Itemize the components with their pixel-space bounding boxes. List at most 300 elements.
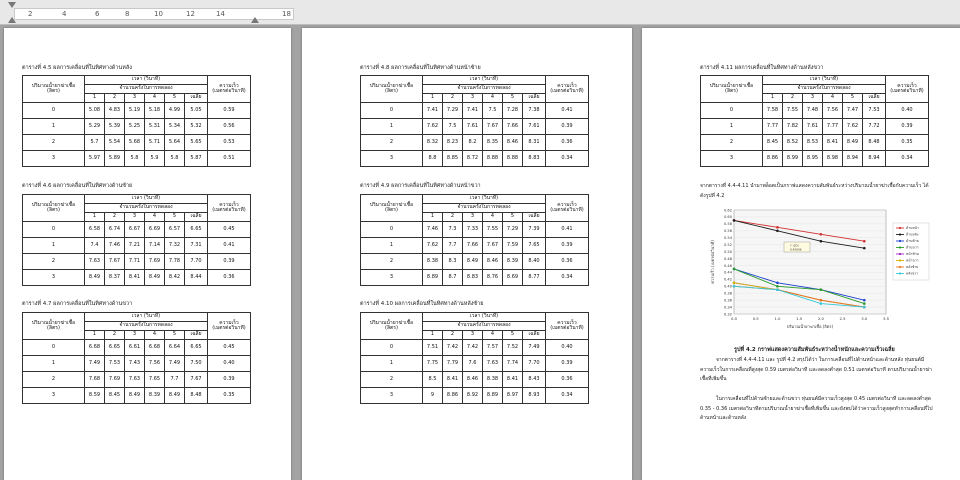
table-cell: 8.49 — [85, 270, 105, 286]
table-cell: 5.08 — [85, 103, 105, 119]
table-cell: 7.61 — [463, 119, 483, 135]
legend-entry: ด้านซ้าย — [906, 239, 919, 244]
speed-header-unit: (เมตรต่อวินาที) — [212, 88, 246, 94]
table-cell: 8.72 — [463, 151, 483, 167]
document-page-2[interactable] — [302, 28, 632, 480]
ruler-tick: 6 — [95, 10, 100, 18]
left-indent-marker[interactable] — [8, 17, 16, 23]
table-cell: 0.59 — [208, 103, 251, 119]
weight-header-label: ปริมาณน้ำยาฆ่าเชื้อ — [31, 82, 76, 89]
conclusion-paragraph-1: จากตารางที่ 4.4-4.11 และ รูปที่ 4.2 สรุปได้ว่า ในการเคลื่อนที่ไปด้านหน้าและด้านหลัง หุ่นยนต์มีความเร็วในการเคลื่อนที่สูงสุด 0.59 เมตรต่อวินาที และลดลงต่ำสุด 0.51 เมตรต่อวินาที ตามปริมาณน้ำยาฆ่าเชื้อที่เพิ่มขึ้น — [700, 357, 932, 382]
figure-caption: รูปที่ 4.2 กราฟแสดงความสัมพันธ์ระหว่างน้ำหนักและความเร็วเฉลี่ย — [734, 347, 895, 353]
table-cell: 8.97 — [503, 388, 523, 404]
table-cell: 2 — [361, 254, 423, 270]
legend-marker — [899, 246, 901, 248]
table-cell: 7.77 — [823, 119, 843, 135]
y-tick-label: 0.60 — [723, 215, 732, 220]
table-cell: 7.63 — [85, 254, 105, 270]
weight-header-label: ปริมาณน้ำยาฆ่าเชื้อ — [31, 201, 76, 208]
trials-header: จำนวนครั้งในการทดลอง — [85, 322, 208, 331]
table-cell: 8.49 — [843, 135, 863, 151]
speed-header — [208, 195, 251, 222]
table-cell: 8.49 — [125, 388, 145, 404]
y-tick-label: 0.48 — [723, 256, 732, 261]
data-point — [776, 230, 779, 233]
table-cell: 7.42 — [463, 340, 483, 356]
table-cell: 8.53 — [803, 135, 823, 151]
table-cell: 7.56 — [145, 356, 165, 372]
trials-header: จำนวนครั้งในการทดลอง — [423, 204, 546, 213]
time-header: เวลา (วินาที) — [763, 76, 886, 85]
x-tick-label: 0.0 — [730, 316, 738, 321]
table-cell: 8.94 — [843, 151, 863, 167]
trial-number-header: 2 — [783, 94, 803, 103]
table-cell: 0.34 — [546, 151, 589, 167]
weight-header — [23, 76, 85, 103]
table-cell: 7.33 — [463, 222, 483, 238]
table-cell: 5.18 — [145, 103, 165, 119]
table-cell: 7.32 — [165, 238, 185, 254]
table-cell: 8.43 — [523, 372, 546, 388]
table-row — [361, 103, 589, 119]
table-cell: 0 — [701, 103, 763, 119]
table-cell: 7.42 — [443, 340, 463, 356]
table-cell: 8.41 — [443, 372, 463, 388]
table-caption: ตารางที่ 4.5 ผลการเคลื่อนที่ในทิศทางด้านหลัง — [22, 65, 132, 71]
table-cell: 3 — [701, 151, 763, 167]
table-cell: 8.48 — [863, 135, 886, 151]
table-cell: 7.67 — [483, 119, 503, 135]
data-point — [820, 240, 823, 243]
legend-marker — [899, 253, 901, 255]
trials-header: จำนวนครั้งในการทดลอง — [85, 85, 208, 94]
table-cell: 0.39 — [208, 254, 251, 270]
table-cell: 7.47 — [843, 103, 863, 119]
ruler-tick: 14 — [216, 10, 225, 18]
table-cell: 0.40 — [886, 103, 929, 119]
y-tick-label: 0.62 — [723, 208, 732, 213]
speed-header-label: ความเร็ว — [219, 201, 239, 208]
table-row — [23, 222, 251, 238]
trial-number-header: 2 — [105, 331, 125, 340]
trial-number-header: 2 — [443, 213, 463, 222]
table-cell: 6.57 — [165, 222, 185, 238]
table-cell: 0 — [23, 103, 85, 119]
data-point — [776, 282, 779, 285]
data-point — [820, 288, 823, 291]
time-header: เวลา (วินาที) — [423, 195, 546, 204]
table-cell: 0.39 — [546, 119, 589, 135]
table-cell: 8.37 — [105, 270, 125, 286]
table-cell: 7.65 — [523, 238, 546, 254]
table-cell: 0.39 — [886, 119, 929, 135]
table-cell: 5.54 — [105, 135, 125, 151]
table-cell: 0.51 — [208, 151, 251, 167]
weight-header-unit: (ลิตร) — [385, 207, 398, 213]
legend-marker — [899, 259, 901, 261]
average-header: เฉลี่ย — [863, 94, 886, 103]
trial-number-header: 4 — [823, 94, 843, 103]
x-tick-label: 1.0 — [774, 316, 781, 321]
table-cell: 1 — [23, 238, 85, 254]
table-cell: 8.48 — [185, 388, 208, 404]
time-header: เวลา (วินาที) — [85, 195, 208, 204]
annotation-label: Y (2D) — [790, 243, 799, 248]
table-cell: 0.35 — [886, 135, 929, 151]
table-cell: 5.19 — [125, 103, 145, 119]
table-cell: 5.31 — [145, 119, 165, 135]
first-line-indent-marker[interactable] — [8, 2, 16, 8]
trial-number-header: 3 — [463, 331, 483, 340]
speed-header — [546, 313, 589, 340]
trial-number-header: 4 — [483, 331, 503, 340]
table-cell: 8.89 — [423, 270, 443, 286]
table-cell: 7.63 — [125, 372, 145, 388]
table-cell: 5.25 — [125, 119, 145, 135]
table-cell: 2 — [701, 135, 763, 151]
speed-header — [546, 195, 589, 222]
data-point — [733, 282, 736, 285]
table-cell: 8.38 — [423, 254, 443, 270]
trial-number-header: 4 — [483, 94, 503, 103]
table-cell: 8.32 — [423, 135, 443, 151]
y-tick-label: 0.52 — [723, 242, 732, 247]
table-cell: 6.68 — [145, 340, 165, 356]
trial-number-header: 2 — [443, 94, 463, 103]
trial-number-header: 3 — [125, 331, 145, 340]
table-cell: 1 — [361, 356, 423, 372]
trials-header: จำนวนครั้งในการทดลอง — [85, 204, 208, 213]
table-row — [701, 119, 929, 135]
weight-header-unit: (ลิตร) — [47, 88, 60, 94]
ruler-tick: 2 — [28, 10, 33, 18]
table-cell: 8.76 — [483, 270, 503, 286]
table-row — [361, 270, 589, 286]
table-cell: 7.41 — [463, 103, 483, 119]
table-cell: 8.39 — [503, 254, 523, 270]
table-row — [361, 254, 589, 270]
legend-marker — [899, 240, 901, 242]
table-cell: 7.56 — [823, 103, 843, 119]
table-cell: 7.46 — [423, 222, 443, 238]
table-cell: 1 — [23, 356, 85, 372]
weight-header-unit: (ลิตร) — [47, 325, 60, 331]
trial-number-header: 5 — [843, 94, 863, 103]
table-cell: 8.41 — [823, 135, 843, 151]
table-cell: 8.46 — [483, 254, 503, 270]
table-cell: 7.77 — [763, 119, 783, 135]
table-cell: 8.46 — [463, 372, 483, 388]
table-cell: 7.4 — [85, 238, 105, 254]
table-cell: 0.36 — [546, 135, 589, 151]
table-cell: 2 — [23, 135, 85, 151]
table-cell: 7.38 — [523, 103, 546, 119]
table-cell: 6.74 — [105, 222, 125, 238]
table-caption: ตารางที่ 4.7 ผลการเคลื่อนที่ในทิศทางด้านขวา — [22, 301, 133, 307]
table-cell: 8.45 — [763, 135, 783, 151]
trial-number-header: 2 — [105, 94, 125, 103]
speed-header-unit: (เมตรต่อวินาที) — [550, 325, 584, 331]
table-cell: 7.52 — [503, 340, 523, 356]
table-cell: 7.49 — [165, 356, 185, 372]
table-cell: 1 — [361, 238, 423, 254]
table-cell: 0.39 — [546, 238, 589, 254]
table-cell: 7.75 — [423, 356, 443, 372]
table-cell: 0.41 — [546, 103, 589, 119]
table-cell: 8.7 — [443, 270, 463, 286]
trial-number-header: 1 — [423, 94, 443, 103]
table-cell: 3 — [23, 388, 85, 404]
table-cell: 8.49 — [145, 270, 165, 286]
table-cell: 5.05 — [185, 103, 208, 119]
table-cell: 8.39 — [145, 388, 165, 404]
trial-number-header: 4 — [145, 213, 165, 222]
trial-number-header: 5 — [503, 331, 523, 340]
table-cell: 5.32 — [185, 119, 208, 135]
data-point — [863, 240, 866, 243]
speed-header-label: ความเร็ว — [557, 319, 577, 326]
table-cell: 7.48 — [803, 103, 823, 119]
table-cell: 4.99 — [165, 103, 185, 119]
table-cell: 7.62 — [843, 119, 863, 135]
trial-number-header: 5 — [165, 213, 185, 222]
table-caption: ตารางที่ 4.9 ผลการเคลื่อนที่ในทิศทางด้านหน้าขวา — [360, 183, 481, 189]
data-point — [863, 306, 866, 309]
weight-header-label: ปริมาณน้ำยาฆ่าเชื้อ — [369, 201, 414, 208]
table-cell: 7.5 — [483, 103, 503, 119]
table-cell: 7.51 — [423, 340, 443, 356]
table-row — [23, 103, 251, 119]
table-row — [23, 340, 251, 356]
table-cell: 8.69 — [503, 270, 523, 286]
table-cell: 7.57 — [483, 340, 503, 356]
table-cell: 7.49 — [85, 356, 105, 372]
trial-number-header: 1 — [85, 331, 105, 340]
table-cell: 5.9 — [145, 151, 165, 167]
data-point — [733, 219, 736, 222]
table-cell: 7.63 — [483, 356, 503, 372]
table-cell: 8.46 — [503, 135, 523, 151]
table-cell: 7.31 — [185, 238, 208, 254]
table-cell: 7.49 — [523, 340, 546, 356]
data-point — [863, 299, 866, 302]
x-axis-label: ปริมาณน้ำยาฆ่าเชื้อ (ลิตร) — [786, 324, 834, 329]
table-cell: 6.64 — [165, 340, 185, 356]
average-header: เฉลี่ย — [523, 94, 546, 103]
table-cell: 7.7 — [165, 372, 185, 388]
table-cell: 0 — [361, 103, 423, 119]
table-row — [23, 372, 251, 388]
table-cell: 3 — [361, 151, 423, 167]
table-cell: 0.41 — [208, 238, 251, 254]
x-tick-label: 0.5 — [752, 316, 759, 321]
speed-header-unit: (เมตรต่อวินาที) — [212, 325, 246, 331]
weight-header — [361, 76, 423, 103]
table-cell: 3 — [23, 270, 85, 286]
table-cell: 3 — [361, 270, 423, 286]
weight-header — [23, 195, 85, 222]
legend-entry: หลังขวา — [906, 271, 919, 276]
table-cell: 1 — [23, 119, 85, 135]
legend-marker — [899, 272, 901, 274]
table-cell: 7.5 — [443, 119, 463, 135]
trial-number-header: 5 — [165, 94, 185, 103]
table-row — [361, 388, 589, 404]
table-cell: 8.98 — [823, 151, 843, 167]
ruler-tick: 4 — [62, 10, 67, 18]
table-row — [361, 356, 589, 372]
table-cell: 0 — [23, 222, 85, 238]
table-row — [361, 119, 589, 135]
table-row — [701, 103, 929, 119]
table-cell: 8.45 — [105, 388, 125, 404]
speed-header-unit: (เมตรต่อวินาที) — [890, 88, 924, 94]
table-cell: 5.34 — [165, 119, 185, 135]
trials-header: จำนวนครั้งในการทดลอง — [423, 322, 546, 331]
y-tick-label: 0.40 — [723, 284, 732, 289]
average-header: เฉลี่ย — [185, 94, 208, 103]
speed-header-label: ความเร็ว — [219, 319, 239, 326]
table-cell: 0 — [361, 222, 423, 238]
speed-header — [886, 76, 929, 103]
speed-header — [208, 313, 251, 340]
table-row — [23, 238, 251, 254]
table-cell: 2 — [361, 372, 423, 388]
time-header: เวลา (วินาที) — [85, 313, 208, 322]
table-cell: 8.88 — [483, 151, 503, 167]
table-cell: 0.39 — [546, 356, 589, 372]
table-cell: 8.52 — [783, 135, 803, 151]
ruler-tick: 10 — [154, 10, 163, 18]
table-cell: 7.28 — [503, 103, 523, 119]
ruler-tick: 12 — [186, 10, 195, 18]
table-cell: 8.83 — [463, 270, 483, 286]
table-row — [361, 151, 589, 167]
average-header: เฉลี่ย — [185, 331, 208, 340]
table-row — [361, 238, 589, 254]
table-cell: 7.55 — [783, 103, 803, 119]
table-cell: 0.53 — [208, 135, 251, 151]
speed-header — [546, 76, 589, 103]
table-cell: 6.61 — [125, 340, 145, 356]
data-point — [776, 226, 779, 229]
trial-number-header: 3 — [463, 94, 483, 103]
y-tick-label: 0.32 — [723, 312, 732, 317]
trial-number-header: 4 — [145, 331, 165, 340]
document-page-3[interactable] — [642, 28, 960, 480]
y-tick-label: 0.50 — [723, 249, 732, 254]
y-tick-label: 0.36 — [723, 298, 732, 303]
table-cell: 8.49 — [463, 254, 483, 270]
table-cell: 0.34 — [546, 388, 589, 404]
table-cell: 7.72 — [863, 119, 886, 135]
speed-header-label: ความเร็ว — [557, 82, 577, 89]
table-cell: 0.36 — [546, 254, 589, 270]
table-cell: 7.62 — [423, 238, 443, 254]
y-tick-label: 0.44 — [723, 270, 732, 275]
weight-header-label: ปริมาณน้ำยาฆ่าเชื้อ — [369, 82, 414, 89]
table-cell: 7.82 — [783, 119, 803, 135]
trial-number-header: 3 — [125, 213, 145, 222]
table-cell: 8.23 — [443, 135, 463, 151]
table-cell: 5.87 — [185, 151, 208, 167]
trial-number-header: 1 — [763, 94, 783, 103]
weight-header — [23, 313, 85, 340]
trial-number-header: 1 — [423, 331, 443, 340]
table-caption: ตารางที่ 4.8 ผลการเคลื่อนที่ในทิศทางด้านหน้าซ้าย — [360, 65, 481, 71]
right-indent-marker[interactable] — [251, 17, 259, 23]
table-cell: 8.31 — [523, 135, 546, 151]
table-cell: 8.3 — [443, 254, 463, 270]
table-cell: 8.44 — [185, 270, 208, 286]
table-cell: 2 — [23, 372, 85, 388]
data-point — [820, 299, 823, 302]
table-cell: 3 — [23, 151, 85, 167]
table-cell: 1 — [361, 119, 423, 135]
trial-number-header: 5 — [165, 331, 185, 340]
data-point — [733, 268, 736, 271]
table-row — [23, 270, 251, 286]
average-header: เฉลี่ย — [185, 213, 208, 222]
table-cell: 0.35 — [208, 388, 251, 404]
table-cell: 7.71 — [125, 254, 145, 270]
table-cell: 7.29 — [503, 222, 523, 238]
trials-header: จำนวนครั้งในการทดลอง — [763, 85, 886, 94]
table-cell: 7.62 — [423, 119, 443, 135]
data-point — [820, 233, 823, 236]
table-cell: 7.41 — [423, 103, 443, 119]
ruler-tick: 8 — [125, 10, 130, 18]
annotation-value: 0.45006 — [790, 247, 802, 252]
horizontal-ruler[interactable] — [0, 0, 960, 25]
speed-header-unit: (เมตรต่อวินาที) — [550, 207, 584, 213]
table-cell: 7.61 — [523, 119, 546, 135]
table-cell: 0.45 — [208, 340, 251, 356]
document-page-1[interactable] — [4, 28, 291, 480]
table-cell: 6.67 — [125, 222, 145, 238]
table-cell: 6.58 — [85, 222, 105, 238]
table-cell: 0.36 — [208, 270, 251, 286]
data-table — [360, 75, 589, 167]
table-cell: 8.5 — [423, 372, 443, 388]
speed-chart — [702, 204, 952, 339]
table-cell: 0 — [361, 340, 423, 356]
table-cell: 0.36 — [546, 372, 589, 388]
table-cell: 0.56 — [208, 119, 251, 135]
data-table — [22, 194, 251, 286]
table-cell: 5.29 — [85, 119, 105, 135]
table-cell: 8.99 — [783, 151, 803, 167]
table-cell: 8.94 — [863, 151, 886, 167]
table-cell: 6.65 — [185, 340, 208, 356]
data-table — [22, 75, 251, 167]
table-row — [701, 135, 929, 151]
table-cell: 8.35 — [483, 135, 503, 151]
conclusion-paragraph-2: ในการเคลื่อนที่ไปด้านซ้ายและด้านขวา หุ่นยนต์มีความเร็วสูงสุด 0.45 เมตรต่อวินาที และลดลงต่ำสุด 0.35 - 0.36 เมตรต่อวินาทีตามปริมาณน้ำยาฆ่าเชื้อที่เพิ่มขึ้น และยังพบได้ว่าความเร็วสูงสุดทำการเคลื่อนที่ไปด้านหน้าและด้านหลัง — [700, 396, 933, 421]
table-cell: 7.53 — [105, 356, 125, 372]
table-cell: 7.46 — [105, 238, 125, 254]
table-cell: 6.65 — [105, 340, 125, 356]
y-tick-label: 0.56 — [723, 229, 732, 234]
table-cell: 7.50 — [185, 356, 208, 372]
table-cell: 7.79 — [443, 356, 463, 372]
weight-header-label: ปริมาณน้ำยาฆ่าเชื้อ — [369, 319, 414, 326]
table-cell: 5.71 — [145, 135, 165, 151]
table-cell: 8.49 — [165, 388, 185, 404]
table-cell: 8.89 — [483, 388, 503, 404]
table-cell: 7.21 — [125, 238, 145, 254]
table-cell: 7.69 — [145, 254, 165, 270]
